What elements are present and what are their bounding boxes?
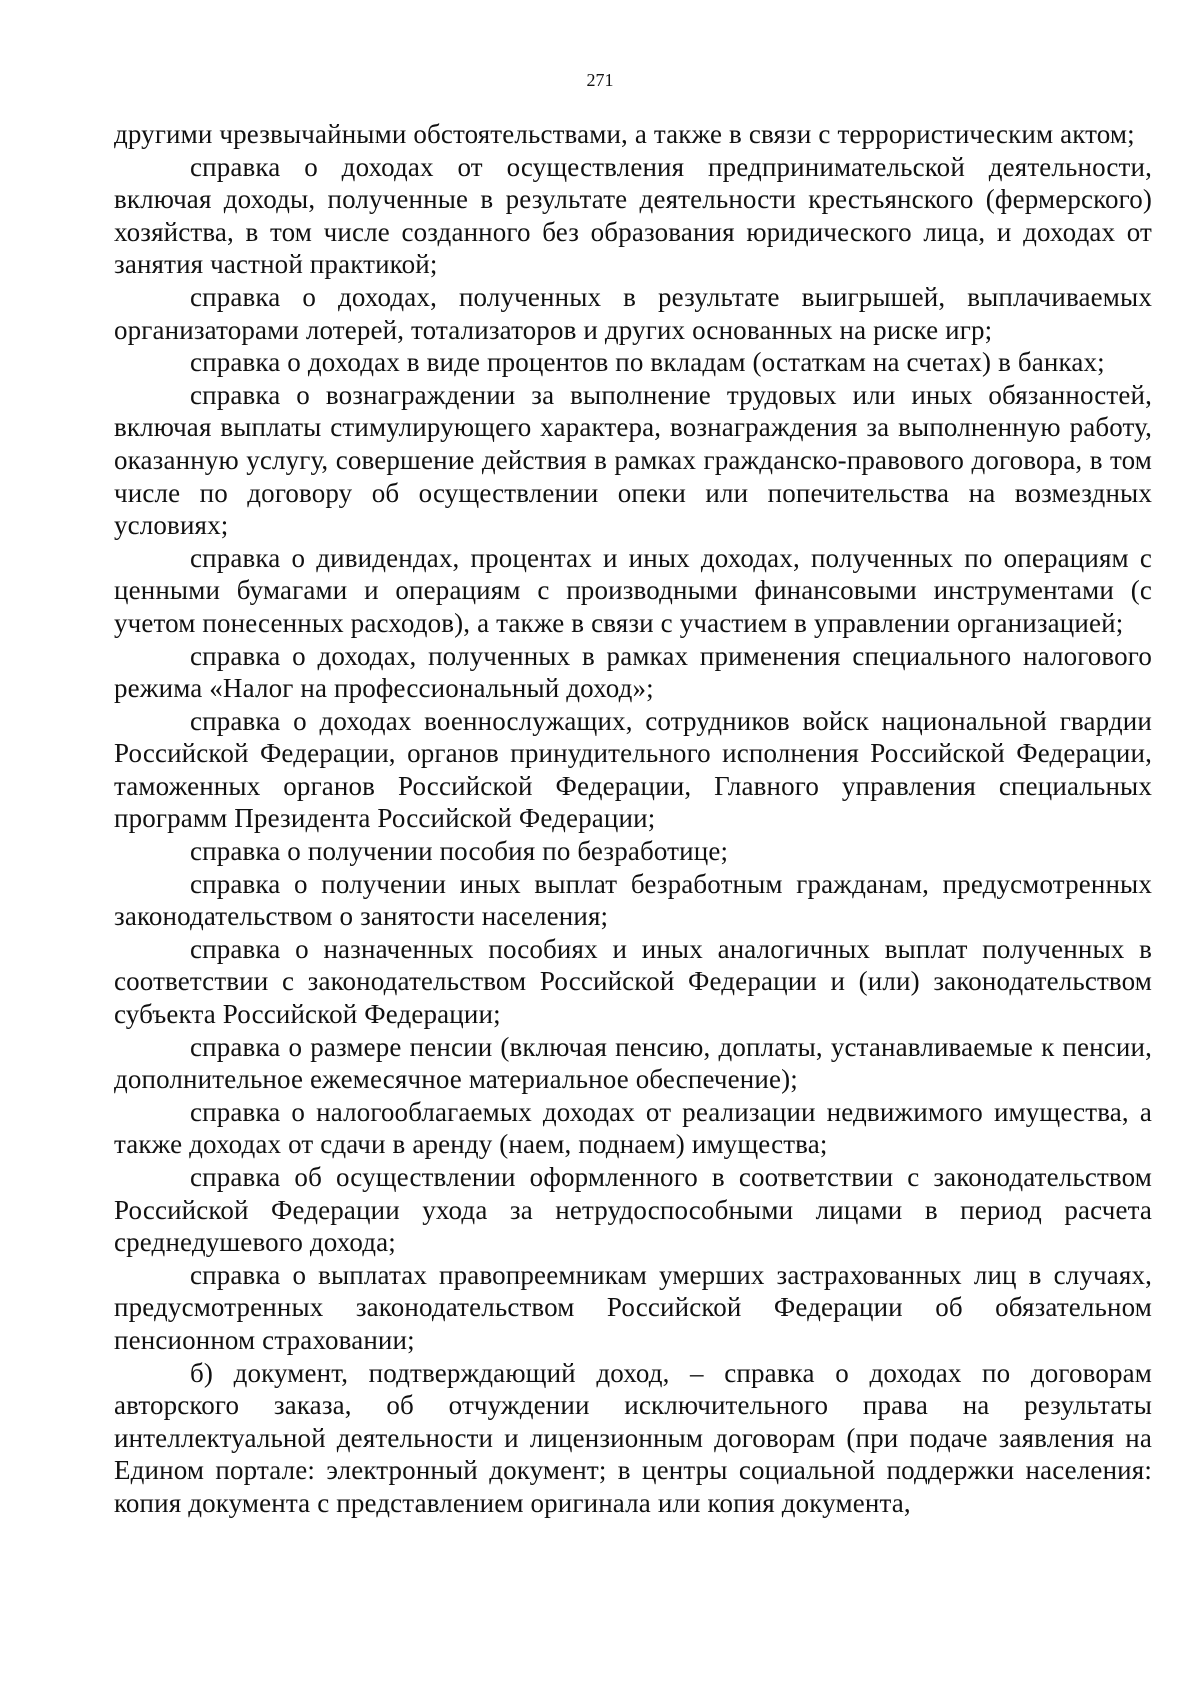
paragraph-professional-income-tax: справка о доходах, полученных в рамках применения специального налогового режима «Налог на профессиональный доход»; xyxy=(114,640,1152,704)
paragraph-remuneration: справка о вознаграждении за выполнение трудовых или иных обязанностей, включая выплаты стимулирующего характера, вознаграждения за выполненную работу, оказанную услугу, совершение действия в рамках гражданско-правового договора, в том числе по договору об осуществлении опеки или попечительства на возмездных условиях; xyxy=(114,379,1152,541)
paragraph-care-for-disabled: справка об осуществлении оформленного в соответствии с законодательством Российской Федерации ухода за нетрудоспособными лицами в период расчета среднедушевого дохода; xyxy=(114,1162,1152,1258)
paragraph-business-income: справка о доходах от осуществления предпринимательской деятельности, включая доходы, полученные в результате деятельности крестьянского (фермерского) хозяйства, в том числе созданного без образования юридического лица, и доходах от занятия частной практикой; xyxy=(114,151,1152,280)
paragraph-assigned-benefits: справка о назначенных пособиях и иных аналогичных выплат полученных в соответствии с законодательством Российской Федерации и (или) законодательством субъекта Российской Федерации; xyxy=(114,933,1152,1030)
paragraph-other-unemployment-payments: справка о получении иных выплат безработным гражданам, предусмотренных законодательством о занятости населения; xyxy=(114,868,1152,932)
paragraph-item-b-author-contracts: б) документ, подтверждающий доход, – справка о доходах по договорам авторского заказа, об отчуждении исключительного права на результаты интеллектуальной деятельности и лицензионным договорам (при подаче заявления на Едином портале: электронный документ; в центры социальной поддержки населения: копия документа с представлением оригинала или копия документа, xyxy=(114,1357,1152,1518)
paragraph-lottery-winnings: справка о доходах, полученных в результате выигрышей, выплачиваемых организаторами лотерей, тотализаторов и других основанных на риске игр; xyxy=(114,281,1152,345)
paragraph-military-income: справка о доходах военнослужащих, сотрудников войск национальной гвардии Российской Федерации, органов принудительного исполнения Российской Федерации, таможенных органов Российской Федерации, Главного управления специальных программ Президента Российской Федерации; xyxy=(114,705,1152,834)
paragraph-dividends: справка о дивидендах, процентах и иных доходах, полученных по операциям с ценными бумагами и операциям с производными финансовыми инструментами (с учетом понесенных расходов), а также в связи с участием в управлении организацией; xyxy=(114,542,1152,638)
paragraph-bank-interest: справка о доходах в виде процентов по вкладам (остаткам на счетах) в банках; xyxy=(190,347,1105,378)
paragraph-property-income: справка о налогооблагаемых доходах от реализации недвижимого имущества, а также доходах от сдачи в аренду (наем, поднаем) имущества; xyxy=(114,1096,1152,1160)
paragraph-pension-amount: справка о размере пенсии (включая пенсию, доплаты, устанавливаемые к пенсии, дополнительное ежемесячное материальное обеспечение); xyxy=(114,1031,1152,1095)
document-body xyxy=(114,118,1152,1520)
paragraph-continuation: другими чрезвычайными обстоятельствами, а также в связи с террористическим актом; xyxy=(114,119,1135,149)
paragraph-unemployment-benefit: справка о получении пособия по безработице; xyxy=(190,836,729,867)
page-number: 271 xyxy=(586,70,614,90)
paragraph-successor-payments: справка о выплатах правопреемникам умерших застрахованных лиц в случаях, предусмотренных законодательством Российской Федерации об обязательном пенсионном страховании; xyxy=(114,1259,1152,1355)
